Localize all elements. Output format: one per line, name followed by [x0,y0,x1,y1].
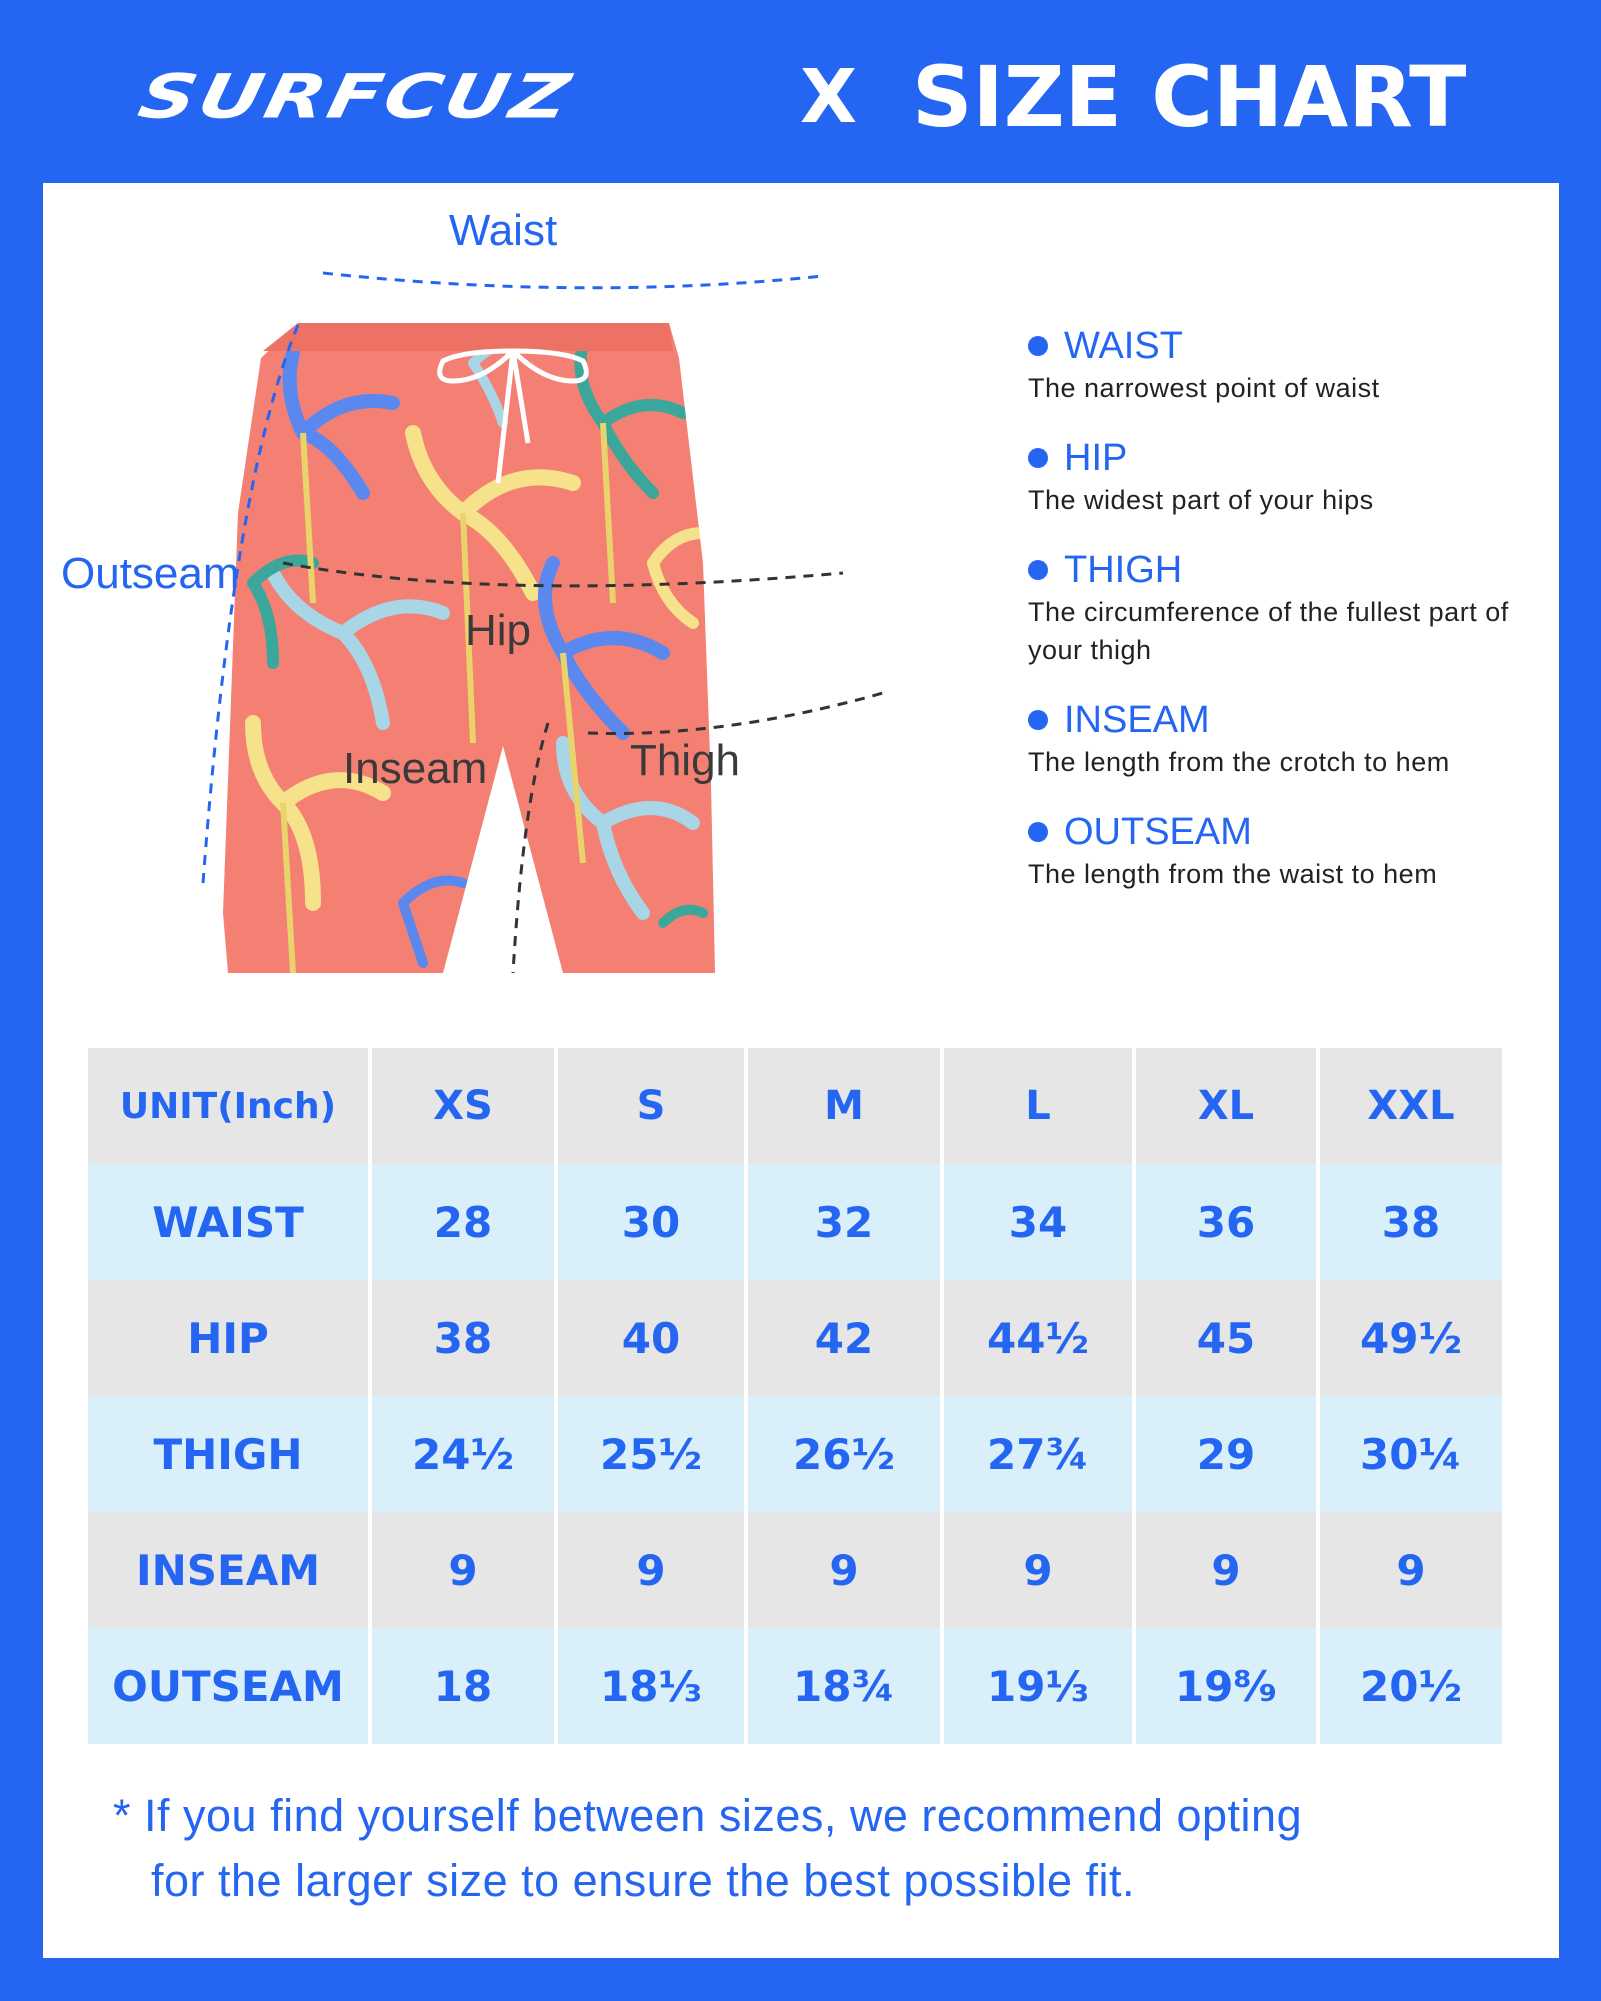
definition-desc: The widest part of your hips [1028,485,1374,515]
inseam-label: Inseam [343,744,488,793]
table-cell: 27¾ [942,1396,1134,1512]
definition-item [1028,435,1548,519]
definition-desc: The length from the crotch to hem [1028,747,1450,777]
size-table [88,1048,1506,1744]
thigh-label: Thigh [629,736,741,785]
waist-label: Waist [448,206,558,255]
table-cell: 19⁸⁄₉ [1134,1628,1318,1744]
row-label: OUTSEAM [88,1628,370,1744]
bullet-dot-icon [1028,710,1048,730]
table-cell: 30 [556,1164,746,1280]
table-cell: 9 [746,1512,942,1628]
outseam-label: Outseam [61,549,240,598]
table-cell: 9 [370,1512,556,1628]
header-separator: X [800,54,858,140]
row-label: HIP [88,1280,370,1396]
table-cell: 45 [1134,1280,1318,1396]
table-cell: 9 [942,1512,1134,1628]
table-cell: 26½ [746,1396,942,1512]
bullet-dot-icon [1028,560,1048,580]
table-cell: 19⅓ [942,1628,1134,1744]
size-header: XL [1134,1048,1318,1164]
waist-guide-line [323,273,823,288]
definition-item [1028,697,1548,781]
unit-header: UNIT(Inch) [88,1048,370,1164]
table-cell: 20½ [1318,1628,1504,1744]
table-row [88,1628,1504,1744]
definition-title: OUTSEAM [1064,811,1252,853]
measurement-definitions [1028,323,1548,893]
row-label: WAIST [88,1164,370,1280]
table-row [88,1396,1504,1512]
content-panel [43,183,1559,1958]
table-cell: 49½ [1318,1280,1504,1396]
size-header: XS [370,1048,556,1164]
page-title: SIZE CHART [912,48,1467,146]
table-cell: 44½ [942,1280,1134,1396]
bullet-dot-icon [1028,822,1048,842]
brand-logo: SURFCUZ [132,61,579,133]
size-header: S [556,1048,746,1164]
definition-desc: The length from the waist to hem [1028,859,1438,889]
table-cell: 34 [942,1164,1134,1280]
definition-title: HIP [1064,437,1128,479]
definition-title: THIGH [1064,549,1183,591]
table-cell: 32 [746,1164,942,1280]
table-header-row [88,1048,1504,1164]
table-cell: 9 [556,1512,746,1628]
size-header: L [942,1048,1134,1164]
table-row [88,1280,1504,1396]
shorts-diagram [43,183,1043,1003]
fit-note-line: * If you find yourself between sizes, we recommend opting [113,1790,1303,1841]
table-cell: 18 [370,1628,556,1744]
table-cell: 29 [1134,1396,1318,1512]
table-cell: 30¼ [1318,1396,1504,1512]
hip-label: Hip [464,606,532,655]
table-cell: 36 [1134,1164,1318,1280]
bullet-dot-icon [1028,448,1048,468]
table-cell: 38 [370,1280,556,1396]
fit-note [113,1783,1513,1913]
table-cell: 24½ [370,1396,556,1512]
definition-item [1028,809,1548,893]
table-cell: 25½ [556,1396,746,1512]
table-cell: 28 [370,1164,556,1280]
table-cell: 40 [556,1280,746,1396]
header-bar [0,0,1601,180]
definition-item [1028,547,1548,669]
row-label: INSEAM [88,1512,370,1628]
table-cell: 18⅓ [556,1628,746,1744]
size-header: XXL [1318,1048,1504,1164]
table-cell: 9 [1134,1512,1318,1628]
definition-title: INSEAM [1064,699,1210,741]
definition-desc: The narrowest point of waist [1028,373,1380,403]
table-row [88,1164,1504,1280]
definition-item [1028,323,1548,407]
table-cell: 9 [1318,1512,1504,1628]
bullet-dot-icon [1028,336,1048,356]
row-label: THIGH [88,1396,370,1512]
table-cell: 38 [1318,1164,1504,1280]
table-cell: 18¾ [746,1628,942,1744]
table-row [88,1512,1504,1628]
size-header: M [746,1048,942,1164]
definition-desc: The circumference of the fullest part of your thigh [1028,597,1509,665]
definition-title: WAIST [1064,325,1183,367]
table-cell: 42 [746,1280,942,1396]
fit-note-line: for the larger size to ensure the best possible fit. [151,1855,1136,1906]
